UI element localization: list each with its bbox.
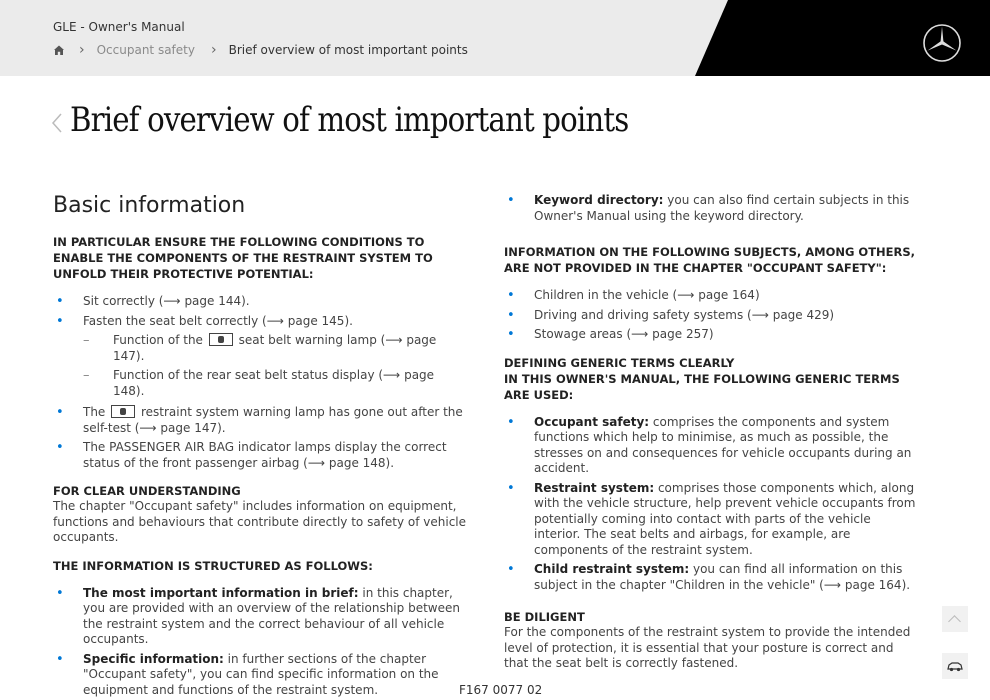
not-provided-list bbox=[504, 288, 916, 343]
term-text: in this chapter, you are provided with an overview of the relationship between the restraint system and the correct behaviour of all vehicle occupants. bbox=[83, 585, 460, 646]
list-item: • Stowage areas (⟶ page 257) bbox=[504, 327, 916, 343]
header-bar bbox=[0, 0, 990, 76]
list-item bbox=[53, 586, 468, 648]
left-column bbox=[53, 192, 468, 700]
sub-list-item: – Function of the rear seat belt status display (⟶ page 148). bbox=[53, 368, 468, 399]
basic-information-heading: Basic information bbox=[53, 193, 246, 218]
mercedes-star-icon[interactable] bbox=[922, 23, 962, 63]
conditions-heading: IN PARTICULAR ENSURE THE FOLLOWING CONDITIONS TO ENABLE THE COMPONENTS OF THE RESTRAINT SYSTEM TO UNFOLD THEIR PROTECTIVE POTENTIAL: bbox=[53, 235, 433, 281]
term-label: Keyword directory: bbox=[534, 193, 664, 207]
scroll-top-icon[interactable] bbox=[942, 606, 968, 632]
breadcrumb-occupant-safety[interactable]: Occupant safety bbox=[96, 43, 195, 57]
term-label: Occupant safety: bbox=[534, 414, 650, 429]
clear-understanding-heading: FOR CLEAR UNDERSTANDING bbox=[53, 484, 241, 498]
generic-terms-subheading: IN THIS OWNER'S MANUAL, THE FOLLOWING GENERIC TERMS ARE USED: bbox=[504, 371, 900, 402]
keyword-list bbox=[504, 193, 916, 224]
seat-belt-warning-icon bbox=[209, 333, 233, 346]
list-item: • The PASSENGER AIR BAG indicator lamps display the correct status of the front passenger airbag (⟶ page 148). bbox=[53, 440, 468, 471]
list-item bbox=[53, 652, 468, 699]
breadcrumb bbox=[53, 42, 468, 58]
list-item-text: Fasten the seat belt correctly (⟶ page 145). bbox=[83, 313, 353, 328]
generic-terms-heading: DEFINING GENERIC TERMS CLEARLY bbox=[504, 355, 735, 370]
sub-item-text: seat belt warning lamp (⟶ page 147). bbox=[113, 333, 437, 363]
structure-list bbox=[53, 586, 468, 699]
list-item bbox=[504, 193, 916, 224]
term-text: comprises those components which, along with the vehicle structure, help prevent vehicle occupants from potentially coming into contact with parts of the vehicle interior. The seat belts and airbags, for example, are components of the restraint system. bbox=[534, 480, 916, 557]
be-diligent-heading: BE DILIGENT bbox=[504, 610, 585, 624]
conditions-list bbox=[53, 294, 468, 471]
home-icon[interactable] bbox=[53, 44, 65, 56]
term-label: Specific information: bbox=[83, 651, 224, 666]
clear-understanding-text: The chapter "Occupant safety" includes information on equipment, functions and behaviours that contribute directly to safety of vehicle occupants. bbox=[53, 499, 467, 544]
term-label: Child restraint system: bbox=[534, 562, 690, 576]
structured-heading: THE INFORMATION IS STRUCTURED AS FOLLOWS: bbox=[53, 558, 373, 573]
list-item: • Driving and driving safety systems (⟶ page 429) bbox=[504, 308, 916, 324]
right-column bbox=[504, 193, 916, 672]
list-item bbox=[504, 481, 916, 559]
sub-item-text: Function of the bbox=[113, 333, 203, 347]
list-item bbox=[53, 314, 468, 400]
term-text: you can find all information on this subject in the chapter "Children in the vehicle" (⟶ page 164). bbox=[534, 562, 911, 592]
list-item: • Sit correctly (⟶ page 144). bbox=[53, 294, 468, 310]
term-text: comprises the components and system functions which help to minimise, as much as possible, the stresses on and consequences for vehicle occupants during an accident. bbox=[534, 414, 912, 475]
list-item: • Children in the vehicle (⟶ page 164) bbox=[504, 288, 916, 304]
term-text: in further sections of the chapter "Occupant safety", you can find specific information on the equipment and functions of the restraint system. bbox=[83, 651, 439, 697]
list-item-text: restraint system warning lamp has gone out after the self-test (⟶ page 147). bbox=[83, 405, 463, 435]
not-provided-heading: INFORMATION ON THE FOLLOWING SUBJECTS, AMONG OTHERS, ARE NOT PROVIDED IN THE CHAPTER "OCCUPANT SAFETY": bbox=[504, 245, 916, 275]
term-label: Restraint system: bbox=[534, 480, 655, 495]
term-label: The most important information in brief: bbox=[83, 585, 359, 600]
list-item bbox=[504, 415, 916, 477]
manual-title[interactable]: GLE - Owner's Manual bbox=[53, 20, 185, 34]
list-item bbox=[53, 405, 468, 436]
list-item bbox=[504, 562, 916, 593]
chevron-right-icon: › bbox=[79, 42, 85, 58]
generic-terms-list bbox=[504, 415, 916, 594]
figure-code: F167 0077 02 bbox=[459, 683, 543, 697]
sub-list bbox=[53, 333, 468, 399]
term-text: you can also find certain subjects in this Owner's Manual using the keyword directory. bbox=[534, 193, 910, 223]
breadcrumb-current: Brief overview of most important points bbox=[228, 43, 468, 57]
sub-list-item bbox=[53, 333, 468, 364]
back-chevron-icon[interactable] bbox=[50, 113, 64, 133]
list-item-text: The bbox=[83, 405, 106, 419]
restraint-warning-icon bbox=[111, 405, 135, 418]
page-title: Brief overview of most important points bbox=[70, 100, 629, 140]
chevron-right-icon: › bbox=[210, 42, 217, 58]
be-diligent-text: For the components of the restraint system to provide the intended level of protection, it is essential that your posture is correct and that the seat belt is correctly fastened. bbox=[504, 625, 911, 670]
car-icon[interactable] bbox=[942, 653, 968, 679]
